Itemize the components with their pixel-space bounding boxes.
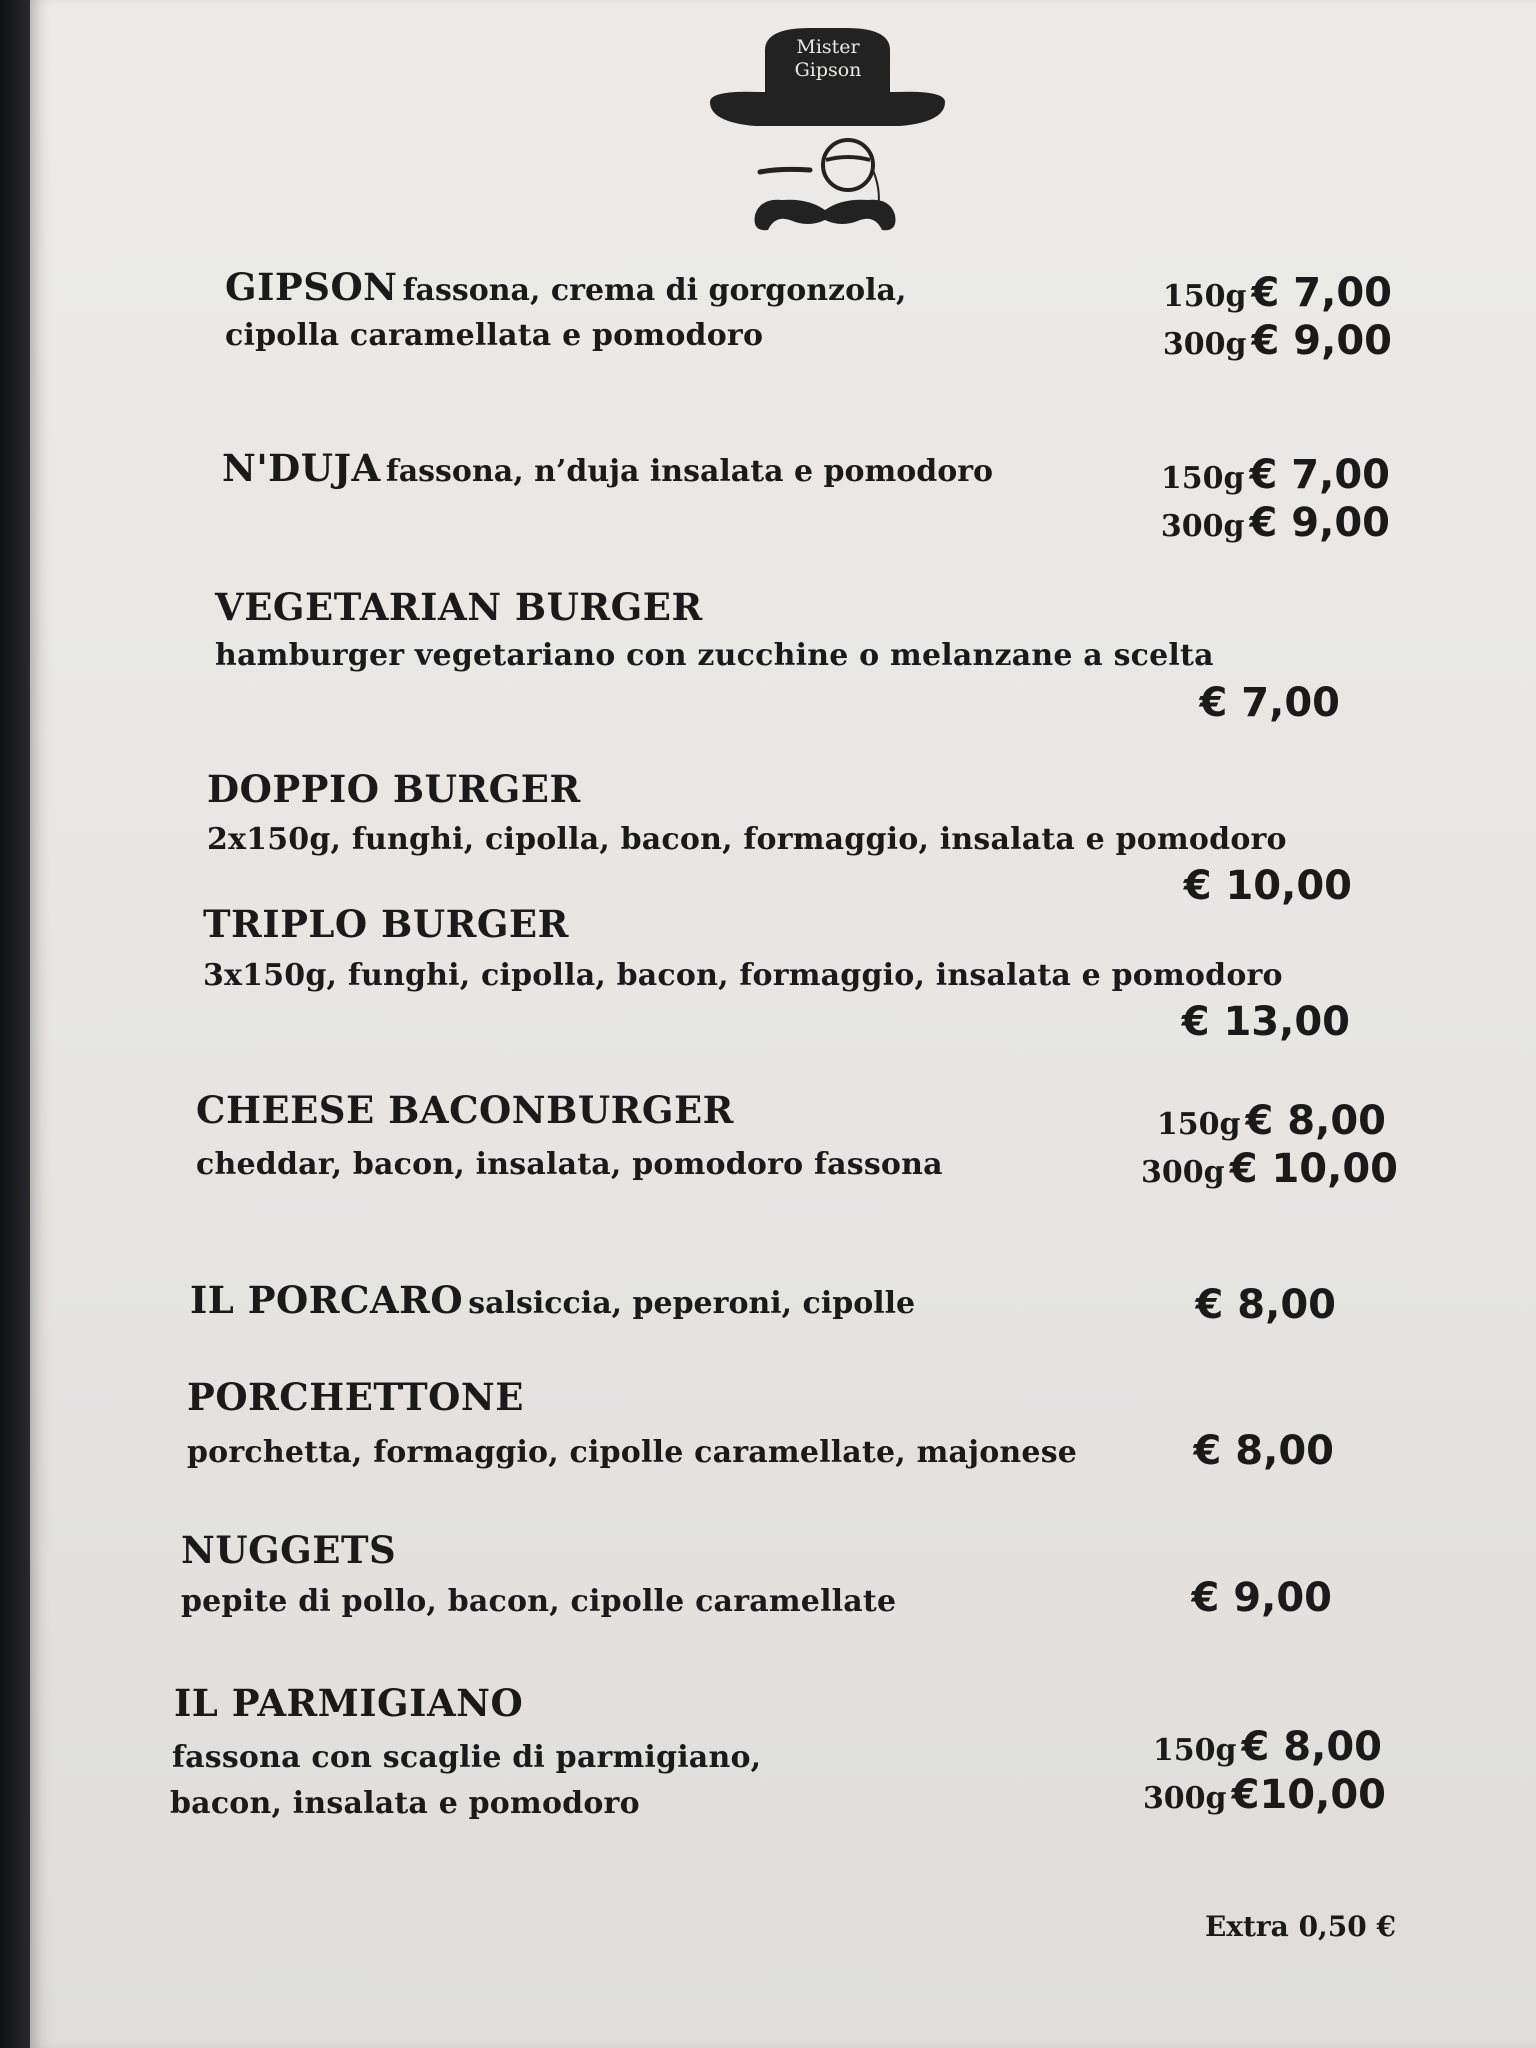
item-description: hamburger vegetariano con zucchine o melanzane a scelta [215, 638, 1214, 673]
mister-gipson-logo [700, 20, 950, 250]
item-name: GIPSON [225, 265, 398, 309]
item-description: fassona, n’duja insalata e pomodoro [385, 454, 994, 489]
item-name: TRIPLO BURGER [203, 902, 569, 946]
item-name: N'DUJA [222, 446, 381, 490]
item-price: € 10,00 [1183, 863, 1352, 909]
item-name: VEGETARIAN BURGER [215, 585, 703, 629]
item-description: fassona, crema di gorgonzola, [402, 273, 907, 308]
item-price: € 9,00 [1191, 1575, 1332, 1621]
item-price: € 7,00 [1199, 680, 1340, 726]
price-row: 150g € 8,00 [1152, 1724, 1382, 1770]
item-name: CHEESE BACONBURGER [196, 1088, 734, 1132]
item-price: € 13,00 [1181, 999, 1350, 1045]
item-price: € 8,00 [1193, 1428, 1334, 1474]
item-name: PORCHETTONE [187, 1375, 524, 1419]
price-row: 150g € 7,00 [1160, 452, 1390, 498]
item-price: € 8,00 [1195, 1282, 1336, 1328]
item-il-porcaro [190, 1278, 915, 1322]
item-name: IL PARMIGIANO [174, 1681, 524, 1725]
logo-line1: Mister [796, 36, 860, 58]
price-row: 300g € 10,00 [1141, 1146, 1398, 1192]
item-gipson [225, 265, 906, 309]
item-description: porchetta, formaggio, cipolle caramellate, majonese [187, 1435, 1078, 1470]
item-description: fassona con scaglie di parmigiano, [172, 1740, 762, 1775]
item-description: cheddar, bacon, insalata, pomodoro fassona [196, 1147, 943, 1182]
logo-line2: Gipson [794, 59, 862, 81]
price-row: 300g €10,00 [1142, 1772, 1386, 1818]
item-description: bacon, insalata e pomodoro [170, 1786, 640, 1821]
item-name: DOPPIO BURGER [207, 767, 581, 811]
item-description: salsiccia, peperoni, cipolle [468, 1286, 916, 1321]
price-row: 300g € 9,00 [1160, 500, 1390, 546]
price-row: 150g € 8,00 [1156, 1098, 1386, 1144]
item-description: pepite di pollo, bacon, cipolle caramellate [181, 1584, 897, 1619]
table-background [0, 0, 30, 2048]
item-name: NUGGETS [181, 1528, 397, 1572]
item-name: IL PORCARO [190, 1278, 464, 1322]
item-description: 2x150g, funghi, cipolla, bacon, formaggio, insalata e pomodoro [207, 822, 1287, 857]
item-nduja [222, 446, 993, 490]
price-row: 300g € 9,00 [1162, 318, 1392, 364]
price-row: 150g € 7,00 [1162, 270, 1392, 316]
extra-note: Extra 0,50 € [1204, 1910, 1396, 1943]
item-description: cipolla caramellata e pomodoro [225, 318, 764, 353]
item-description: 3x150g, funghi, cipolla, bacon, formaggio, insalata e pomodoro [203, 958, 1283, 993]
